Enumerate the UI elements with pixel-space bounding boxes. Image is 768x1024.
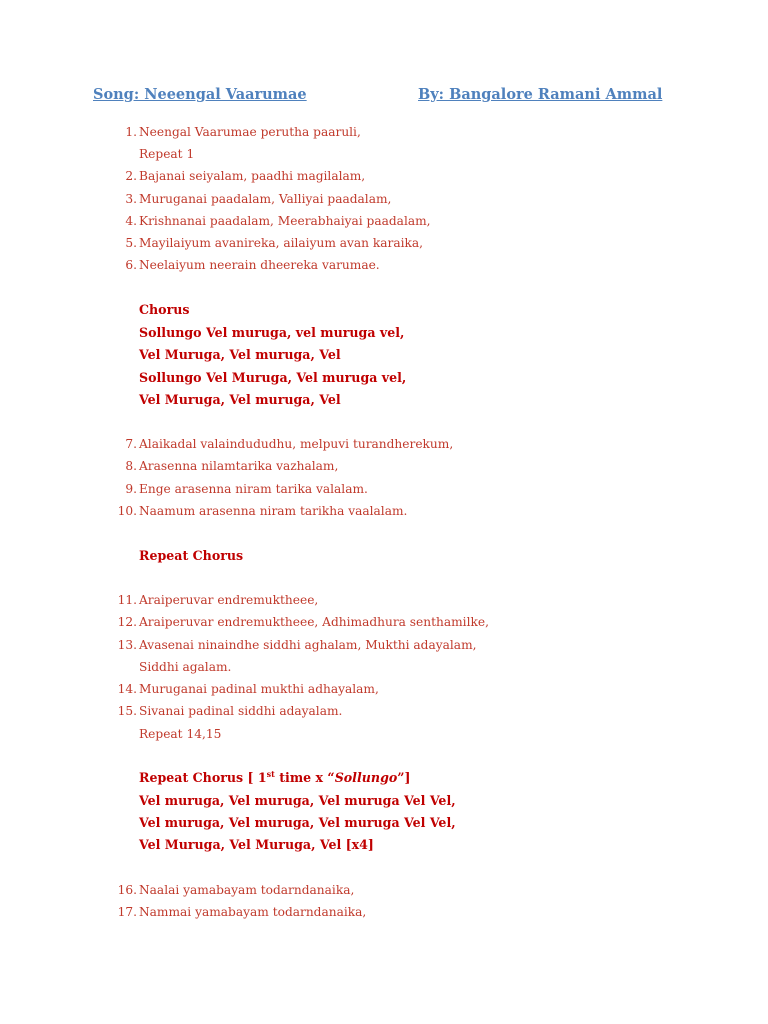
line-text xyxy=(139,768,410,788)
line-number: 9. xyxy=(125,482,137,496)
line-text: Neengal Vaarumae perutha paaruli, xyxy=(139,125,361,139)
lyric-line xyxy=(0,211,768,231)
line-text: Muruganai padinal mukthi adhayalam, xyxy=(139,682,379,696)
lyric-line xyxy=(0,701,768,721)
line-text: Chorus xyxy=(139,302,190,317)
ordinal-suffix: st xyxy=(266,768,275,779)
repeat-chorus-instruction xyxy=(0,768,768,788)
chorus-line xyxy=(0,323,768,343)
lyric-line xyxy=(0,456,768,476)
chorus-line xyxy=(0,345,768,365)
line-text: Repeat 1 xyxy=(139,147,195,161)
song-author: By: Bangalore Ramani Ammal xyxy=(418,86,663,103)
emphasis-word: Sollungo xyxy=(334,770,398,785)
lyric-line xyxy=(0,233,768,253)
lyric-line xyxy=(0,724,768,744)
lyric-line xyxy=(0,166,768,186)
chorus-line xyxy=(0,368,768,388)
line-text: Arasenna nilamtarika vazhalam, xyxy=(139,459,339,473)
chorus-line xyxy=(0,813,768,833)
line-text: Araiperuvar endremuktheee, Adhimadhura senthamilke, xyxy=(139,615,489,629)
lyric-line xyxy=(0,880,768,900)
chorus-line xyxy=(0,791,768,811)
line-text: Siddhi agalam. xyxy=(139,660,232,674)
line-text: Naalai yamabayam todarndanaika, xyxy=(139,883,355,897)
song-title: Song: Neeengal Vaarumae xyxy=(93,86,307,103)
line-number: 12. xyxy=(117,615,137,629)
lyric-line xyxy=(0,255,768,275)
lyric-line xyxy=(0,612,768,632)
line-number: 2. xyxy=(125,169,137,183)
lyric-line xyxy=(0,479,768,499)
chorus-line xyxy=(0,835,768,855)
line-text: Krishnanai paadalam, Meerabhaiyai paadalam, xyxy=(139,214,431,228)
line-number: 17. xyxy=(117,905,137,919)
line-number: 8. xyxy=(125,459,137,473)
line-text: Neelaiyum neerain dheereka varumae. xyxy=(139,258,380,272)
line-text: Naamum arasenna niram tarikha vaalalam. xyxy=(139,504,408,518)
header xyxy=(0,86,768,108)
line-number: 4. xyxy=(125,214,137,228)
line-number: 5. xyxy=(125,236,137,250)
line-text: Sollungo Vel muruga, vel muruga vel, xyxy=(139,325,405,340)
line-number: 7. xyxy=(125,437,137,451)
line-number: 10. xyxy=(117,504,137,518)
line-text: Repeat 14,15 xyxy=(139,727,222,741)
line-text: Vel muruga, Vel muruga, Vel muruga Vel Vel, xyxy=(139,815,456,830)
lyric-line xyxy=(0,679,768,699)
line-number: 3. xyxy=(125,192,137,206)
chorus-line xyxy=(0,390,768,410)
repeat-chorus-heading xyxy=(0,546,768,566)
line-text-part: Repeat Chorus [ 1 xyxy=(139,770,267,785)
line-text: Enge arasenna niram tarika valalam. xyxy=(139,482,368,496)
lyric-line xyxy=(0,657,768,677)
line-number: 15. xyxy=(117,704,137,718)
line-number: 16. xyxy=(117,883,137,897)
line-text: Alaikadal valaindududhu, melpuvi turandherekum, xyxy=(139,437,454,451)
line-text: Vel Muruga, Vel muruga, Vel xyxy=(139,392,341,407)
line-number: 1. xyxy=(125,125,137,139)
line-text: Repeat Chorus xyxy=(139,548,244,563)
lyric-line xyxy=(0,144,768,164)
line-text: Sollungo Vel Muruga, Vel muruga vel, xyxy=(139,370,407,385)
line-number: 14. xyxy=(117,682,137,696)
chorus-heading xyxy=(0,300,768,320)
lyric-line xyxy=(0,434,768,454)
lyric-line xyxy=(0,902,768,922)
line-text: Vel Muruga, Vel muruga, Vel xyxy=(139,347,341,362)
line-text: Vel muruga, Vel muruga, Vel muruga Vel Vel, xyxy=(139,793,456,808)
line-number: 6. xyxy=(125,258,137,272)
line-number: 11. xyxy=(117,593,137,607)
line-text: Bajanai seiyalam, paadhi magilalam, xyxy=(139,169,366,183)
lyric-line xyxy=(0,590,768,610)
line-text-part: time x “ xyxy=(274,770,335,785)
line-number: 13. xyxy=(117,638,137,652)
line-text: Sivanai padinal siddhi adayalam. xyxy=(139,704,343,718)
line-text: Nammai yamabayam todarndanaika, xyxy=(139,905,367,919)
lyric-line xyxy=(0,189,768,209)
line-text: Mayilaiyum avanireka, ailaiyum avan karaika, xyxy=(139,236,424,250)
line-text: Avasenai ninaindhe siddhi aghalam, Mukthi adayalam, xyxy=(139,638,477,652)
lyric-line xyxy=(0,122,768,142)
lyric-line xyxy=(0,501,768,521)
line-text-part: ”] xyxy=(397,770,411,785)
line-text: Vel Muruga, Vel Muruga, Vel [x4] xyxy=(139,837,374,852)
line-text: Araiperuvar endremuktheee, xyxy=(139,593,319,607)
line-text: Muruganai paadalam, Valliyai paadalam, xyxy=(139,192,392,206)
lyric-line xyxy=(0,635,768,655)
